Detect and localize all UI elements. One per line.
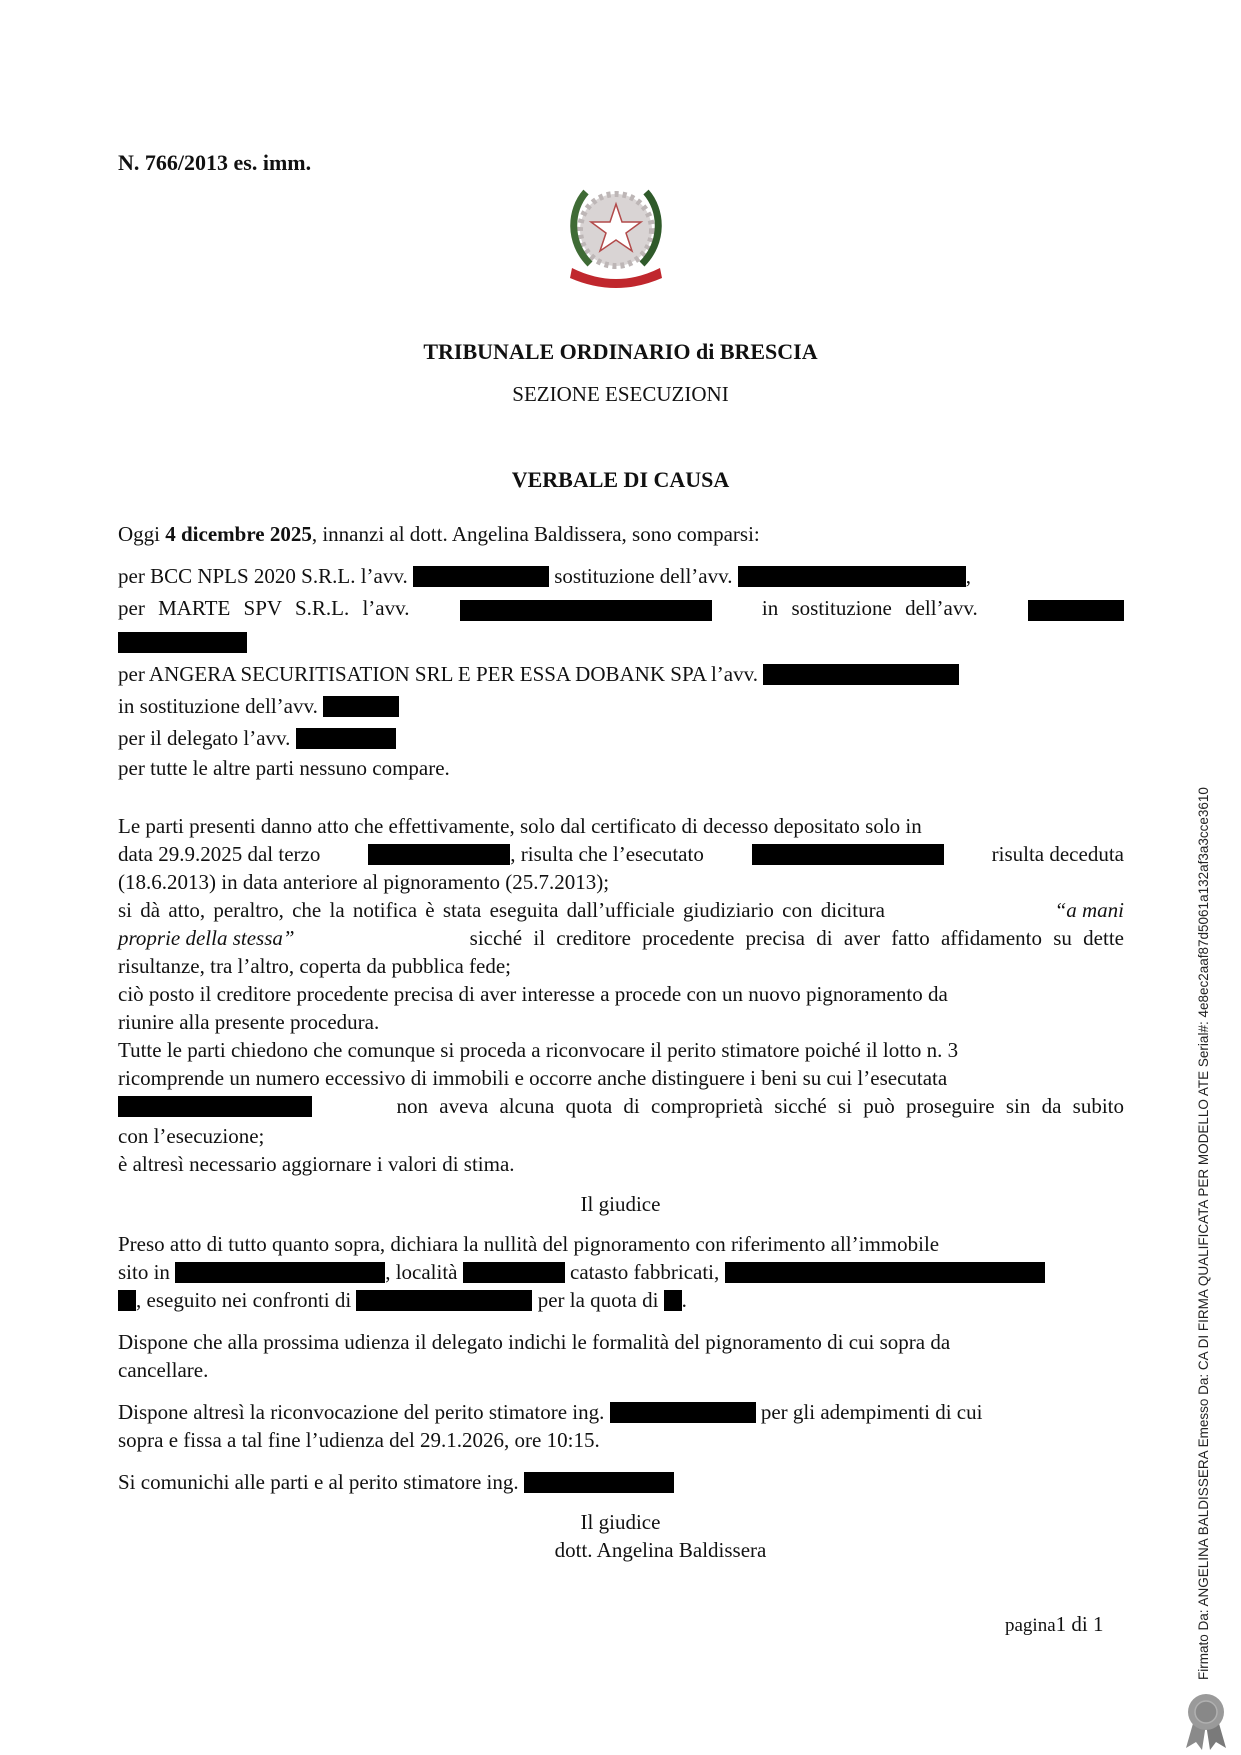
body-paragraph-4-line-2: ricomprende un numero eccessivo di immobili e occorre anche distinguere i beni su cui l’esecutata bbox=[118, 1066, 948, 1090]
ruling-text: catasto fabbricati, bbox=[570, 1260, 720, 1284]
intro-prefix: Oggi bbox=[118, 522, 166, 546]
body-paragraph-3: ciò posto il creditore procedente precisa di aver interesse a procede con un nuovo pignoramento da bbox=[118, 982, 948, 1006]
docket-number: N. 766/2013 es. imm. bbox=[118, 150, 312, 175]
ruling-paragraph-2: Dispone che alla prossima udienza il delegato indichi le formalità del pignoramento di cui sopra da bbox=[118, 1330, 951, 1354]
redaction bbox=[323, 696, 399, 717]
quoted-text: “a mani bbox=[1054, 898, 1124, 922]
ruling-paragraph-3-line-2: sopra e fissa a tal fine l’udienza del 29.1.2026, ore 10:15. bbox=[118, 1428, 600, 1452]
court-section: SEZIONE ESECUZIONI bbox=[512, 382, 729, 406]
body-text: risulta deceduta bbox=[991, 842, 1124, 866]
ruling-text: per la quota di bbox=[537, 1288, 659, 1312]
ruling-paragraph-3 bbox=[118, 1400, 982, 1424]
body-text: sicché il creditore procedente precisa di aver fatto affidamento su dette bbox=[469, 926, 1124, 950]
ruling-paragraph-4 bbox=[118, 1470, 674, 1494]
redaction bbox=[296, 728, 396, 749]
signature-role: Il giudice bbox=[580, 1510, 661, 1534]
body-paragraph-2 bbox=[118, 898, 1124, 922]
body-paragraph-4-line-3 bbox=[118, 1094, 1124, 1118]
appearance-text: per MARTE SPV S.R.L. l’avv. bbox=[118, 596, 410, 620]
redaction bbox=[763, 664, 959, 685]
body-text: data 29.9.2025 dal terzo bbox=[118, 842, 321, 866]
redaction bbox=[460, 600, 712, 621]
ruling-text: per gli adempimenti di cui bbox=[760, 1400, 983, 1424]
court-name: TRIBUNALE ORDINARIO di BRESCIA bbox=[423, 339, 818, 364]
page-count: 1 di 1 bbox=[1055, 1612, 1104, 1636]
body-paragraph-4: Tutte le parti chiedono che comunque si proceda a riconvocare il perito stimatore poiché il lotto n. 3 bbox=[118, 1038, 959, 1062]
italian-republic-emblem bbox=[558, 180, 674, 288]
ruling-text: . bbox=[681, 1288, 687, 1312]
body-paragraph-1: Le parti presenti danno atto che effettivamente, solo dal certificato di decesso depositato solo in bbox=[118, 814, 922, 838]
certificate-seal-icon bbox=[1178, 1690, 1234, 1752]
body-paragraph-5: è altresì necessario aggiornare i valori di stima. bbox=[118, 1152, 515, 1176]
redaction bbox=[725, 1262, 1045, 1283]
body-paragraph-2-line-3: risultanze, tra l’altro, coperta da pubblica fede; bbox=[118, 954, 511, 978]
ruling-text: Dispone altresì la riconvocazione del perito stimatore ing. bbox=[118, 1400, 605, 1424]
redaction bbox=[413, 566, 549, 587]
redaction bbox=[368, 844, 510, 865]
body-paragraph-2-line-2 bbox=[118, 926, 1124, 950]
appearance-bcc bbox=[118, 564, 971, 588]
redaction bbox=[463, 1262, 565, 1283]
body-text: non aveva alcuna quota di comproprietà sicché si può proseguire sin da subito bbox=[396, 1094, 1124, 1118]
ruling-paragraph-1: Preso atto di tutto quanto sopra, dichiara la nullità del pignoramento con riferimento all’immobile bbox=[118, 1232, 940, 1256]
body-paragraph-1-line-3: (18.6.2013) in data anteriore al pignoramento (25.7.2013); bbox=[118, 870, 610, 894]
body-paragraph-1-line-2 bbox=[118, 842, 1124, 866]
ruling-text: , località bbox=[385, 1260, 458, 1284]
redaction bbox=[118, 1096, 312, 1117]
quoted-text: proprie della stessa” bbox=[118, 926, 295, 950]
redaction bbox=[752, 844, 944, 865]
ruling-text: sito in bbox=[118, 1260, 170, 1284]
ruling-text: Si comunichi alle parti e al perito stimatore ing. bbox=[118, 1470, 519, 1494]
digital-signature-stamp: Firmato Da: ANGELINA BALDISSERA Emesso Da: CA DI FIRMA QUALIFICATA PER MODELLO ATE Serial#: 4e8ec2aaf87d5061a132af3a3cce3610 bbox=[1196, 787, 1211, 1680]
body-text-group bbox=[368, 842, 704, 866]
redaction bbox=[610, 1402, 756, 1423]
redaction bbox=[738, 566, 966, 587]
redaction bbox=[1028, 600, 1124, 621]
appearance-others: per tutte le altre parti nessuno compare. bbox=[118, 756, 450, 780]
page-label: pagina bbox=[1005, 1615, 1056, 1636]
ruling-paragraph-1-line-3 bbox=[118, 1288, 687, 1312]
redaction bbox=[175, 1262, 385, 1283]
appearance-angera bbox=[118, 662, 959, 686]
document-title: VERBALE DI CAUSA bbox=[511, 467, 730, 492]
appearance-text: per BCC NPLS 2020 S.R.L. l’avv. bbox=[118, 564, 408, 588]
emblem-ribbon bbox=[570, 268, 662, 288]
body-paragraph-4-line-4: con l’esecuzione; bbox=[118, 1124, 265, 1148]
appearance-text: per ANGERA SECURITISATION SRL E PER ESSA DOBANK SPA l’avv. bbox=[118, 662, 758, 686]
ruling-paragraph-2-line-2: cancellare. bbox=[118, 1358, 209, 1382]
appearance-marte bbox=[118, 596, 1124, 621]
redaction bbox=[356, 1290, 532, 1311]
hearing-date: 4 dicembre 2025 bbox=[165, 522, 312, 546]
body-paragraph-3-line-2: riunire alla presente procedura. bbox=[118, 1010, 380, 1034]
appearance-text: in sostituzione dell’avv. bbox=[118, 694, 318, 718]
appearance-angera-substitute bbox=[118, 694, 399, 718]
ruling-text: , eseguito nei confronti di bbox=[136, 1288, 352, 1312]
body-text: si dà atto, peraltro, che la notifica è stata eseguita dall’ufficiale giudiziario con dicitura bbox=[118, 898, 885, 922]
intro-line bbox=[118, 522, 760, 546]
redaction bbox=[118, 1290, 136, 1311]
intro-suffix: , innanzi al dott. Angelina Baldissera, sono comparsi: bbox=[311, 522, 760, 546]
body-text: , risulta che l’esecutato bbox=[510, 842, 704, 866]
appearance-text: in sostituzione dell’avv. bbox=[761, 596, 978, 620]
signature-name: dott. Angelina Baldissera bbox=[554, 1538, 767, 1562]
page-number bbox=[1005, 1612, 1104, 1637]
appearance-delegato bbox=[118, 726, 396, 750]
redaction bbox=[524, 1472, 674, 1493]
appearance-text: per il delegato l’avv. bbox=[118, 726, 291, 750]
redaction bbox=[664, 1290, 682, 1311]
judge-heading: Il giudice bbox=[580, 1192, 661, 1216]
appearance-text: sostituzione dell’avv. bbox=[554, 564, 733, 588]
appearance-text: , bbox=[965, 564, 971, 588]
redaction bbox=[118, 632, 247, 653]
ruling-paragraph-1-line-2 bbox=[118, 1260, 1045, 1284]
